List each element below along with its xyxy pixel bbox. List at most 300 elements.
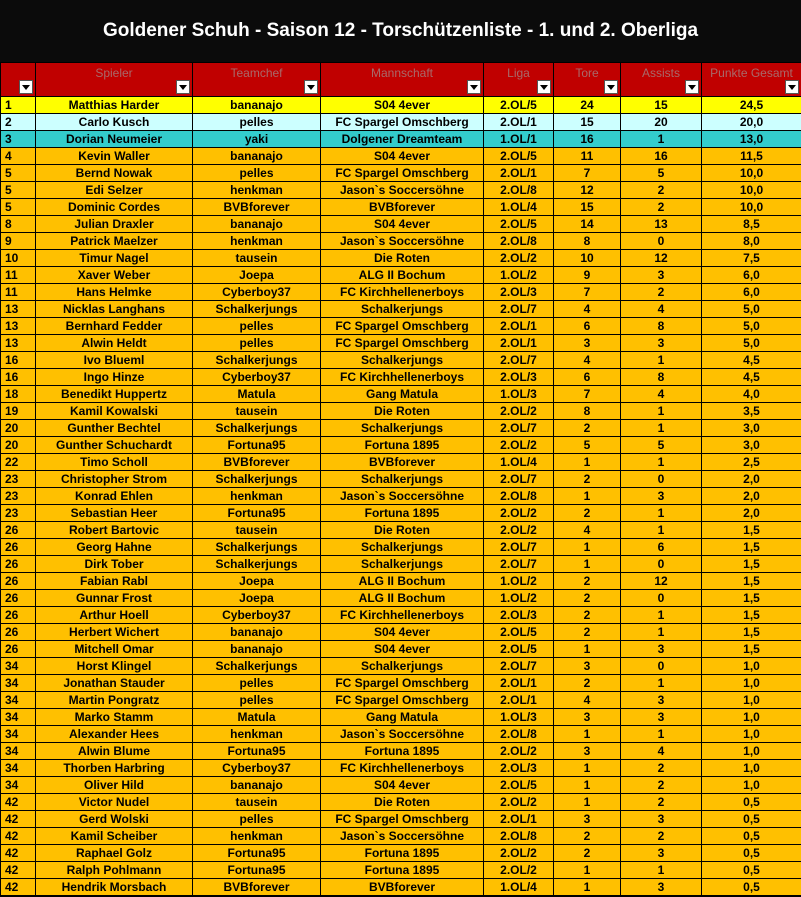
cell-points[interactable]: 4,5 <box>702 369 801 386</box>
cell-league[interactable]: 2.OL/3 <box>484 369 554 386</box>
cell-team[interactable]: FC Spargel Omschberg <box>321 811 484 828</box>
cell-player[interactable]: Alwin Heldt <box>36 335 193 352</box>
cell-goals[interactable]: 1 <box>554 794 621 811</box>
cell-teamchef[interactable]: tausein <box>193 250 321 267</box>
cell-team[interactable]: S04 4ever <box>321 777 484 794</box>
cell-goals[interactable]: 1 <box>554 862 621 879</box>
cell-teamchef[interactable]: pelles <box>193 335 321 352</box>
cell-league[interactable]: 2.OL/8 <box>484 488 554 505</box>
cell-player[interactable]: Gerd Wolski <box>36 811 193 828</box>
cell-rank[interactable]: 19 <box>1 403 36 420</box>
cell-points[interactable]: 10,0 <box>702 199 801 216</box>
cell-teamchef[interactable]: bananajo <box>193 777 321 794</box>
cell-assists[interactable]: 0 <box>621 233 702 250</box>
cell-points[interactable]: 1,0 <box>702 743 801 760</box>
cell-player[interactable]: Matthias Harder <box>36 97 193 114</box>
cell-team[interactable]: Jason`s Soccersöhne <box>321 488 484 505</box>
cell-teamchef[interactable]: pelles <box>193 692 321 709</box>
cell-teamchef[interactable]: tausein <box>193 403 321 420</box>
cell-player[interactable]: Timo Scholl <box>36 454 193 471</box>
cell-player[interactable]: Sebastian Heer <box>36 505 193 522</box>
cell-team[interactable]: Schalkerjungs <box>321 301 484 318</box>
cell-assists[interactable]: 8 <box>621 369 702 386</box>
cell-goals[interactable]: 4 <box>554 301 621 318</box>
cell-goals[interactable]: 8 <box>554 403 621 420</box>
cell-team[interactable]: Jason`s Soccersöhne <box>321 233 484 250</box>
cell-assists[interactable]: 3 <box>621 641 702 658</box>
cell-teamchef[interactable]: Cyberboy37 <box>193 369 321 386</box>
cell-player[interactable]: Hendrik Morsbach <box>36 879 193 896</box>
cell-team[interactable]: Schalkerjungs <box>321 471 484 488</box>
cell-team[interactable]: FC Spargel Omschberg <box>321 335 484 352</box>
cell-team[interactable]: ALG II Bochum <box>321 573 484 590</box>
filter-dropdown-icon[interactable] <box>604 80 618 94</box>
cell-assists[interactable]: 13 <box>621 216 702 233</box>
cell-assists[interactable]: 5 <box>621 437 702 454</box>
cell-points[interactable]: 8,0 <box>702 233 801 250</box>
cell-league[interactable]: 2.OL/1 <box>484 811 554 828</box>
cell-team[interactable]: Fortuna 1895 <box>321 743 484 760</box>
cell-team[interactable]: FC Kirchhellenerboys <box>321 369 484 386</box>
cell-goals[interactable]: 3 <box>554 709 621 726</box>
cell-league[interactable]: 1.OL/4 <box>484 879 554 896</box>
cell-rank[interactable]: 8 <box>1 216 36 233</box>
cell-league[interactable]: 2.OL/5 <box>484 777 554 794</box>
cell-league[interactable]: 2.OL/1 <box>484 318 554 335</box>
cell-teamchef[interactable]: Joepa <box>193 590 321 607</box>
cell-rank[interactable]: 42 <box>1 794 36 811</box>
cell-points[interactable]: 1,5 <box>702 641 801 658</box>
cell-points[interactable]: 5,0 <box>702 318 801 335</box>
cell-teamchef[interactable]: Cyberboy37 <box>193 607 321 624</box>
cell-points[interactable]: 1,0 <box>702 777 801 794</box>
cell-rank[interactable]: 34 <box>1 743 36 760</box>
filter-dropdown-icon[interactable] <box>537 80 551 94</box>
cell-teamchef[interactable]: bananajo <box>193 148 321 165</box>
cell-points[interactable]: 2,0 <box>702 505 801 522</box>
cell-rank[interactable]: 26 <box>1 590 36 607</box>
cell-goals[interactable]: 15 <box>554 199 621 216</box>
cell-rank[interactable]: 23 <box>1 488 36 505</box>
cell-assists[interactable]: 6 <box>621 539 702 556</box>
cell-goals[interactable]: 3 <box>554 658 621 675</box>
cell-team[interactable]: Schalkerjungs <box>321 556 484 573</box>
cell-rank[interactable]: 5 <box>1 165 36 182</box>
cell-goals[interactable]: 1 <box>554 641 621 658</box>
cell-league[interactable]: 2.OL/1 <box>484 675 554 692</box>
filter-dropdown-icon[interactable] <box>685 80 699 94</box>
cell-teamchef[interactable]: Fortuna95 <box>193 743 321 760</box>
cell-league[interactable]: 2.OL/3 <box>484 284 554 301</box>
cell-player[interactable]: Konrad Ehlen <box>36 488 193 505</box>
cell-player[interactable]: Kamil Scheiber <box>36 828 193 845</box>
cell-assists[interactable]: 2 <box>621 777 702 794</box>
cell-player[interactable]: Herbert Wichert <box>36 624 193 641</box>
cell-assists[interactable]: 3 <box>621 845 702 862</box>
cell-league[interactable]: 2.OL/2 <box>484 845 554 862</box>
cell-assists[interactable]: 1 <box>621 862 702 879</box>
cell-teamchef[interactable]: Joepa <box>193 267 321 284</box>
cell-goals[interactable]: 8 <box>554 233 621 250</box>
cell-team[interactable]: Die Roten <box>321 403 484 420</box>
cell-league[interactable]: 2.OL/8 <box>484 828 554 845</box>
cell-goals[interactable]: 4 <box>554 352 621 369</box>
cell-league[interactable]: 2.OL/7 <box>484 420 554 437</box>
cell-assists[interactable]: 3 <box>621 811 702 828</box>
cell-league[interactable]: 2.OL/8 <box>484 726 554 743</box>
cell-team[interactable]: ALG II Bochum <box>321 267 484 284</box>
cell-rank[interactable]: 26 <box>1 556 36 573</box>
cell-player[interactable]: Dominic Cordes <box>36 199 193 216</box>
cell-points[interactable]: 1,5 <box>702 624 801 641</box>
cell-player[interactable]: Marko Stamm <box>36 709 193 726</box>
cell-team[interactable]: S04 4ever <box>321 97 484 114</box>
cell-league[interactable]: 1.OL/2 <box>484 590 554 607</box>
cell-goals[interactable]: 1 <box>554 777 621 794</box>
cell-rank[interactable]: 10 <box>1 250 36 267</box>
cell-assists[interactable]: 3 <box>621 709 702 726</box>
cell-assists[interactable]: 1 <box>621 131 702 148</box>
cell-player[interactable]: Victor Nudel <box>36 794 193 811</box>
cell-league[interactable]: 2.OL/2 <box>484 505 554 522</box>
cell-league[interactable]: 2.OL/2 <box>484 437 554 454</box>
cell-points[interactable]: 3,0 <box>702 437 801 454</box>
cell-assists[interactable]: 1 <box>621 624 702 641</box>
cell-assists[interactable]: 1 <box>621 454 702 471</box>
cell-team[interactable]: Die Roten <box>321 522 484 539</box>
cell-points[interactable]: 1,5 <box>702 573 801 590</box>
cell-points[interactable]: 1,0 <box>702 726 801 743</box>
cell-player[interactable]: Thorben Harbring <box>36 760 193 777</box>
cell-player[interactable]: Kevin Waller <box>36 148 193 165</box>
cell-assists[interactable]: 1 <box>621 352 702 369</box>
cell-player[interactable]: Gunther Schuchardt <box>36 437 193 454</box>
cell-assists[interactable]: 3 <box>621 692 702 709</box>
cell-goals[interactable]: 2 <box>554 471 621 488</box>
cell-points[interactable]: 0,5 <box>702 845 801 862</box>
cell-rank[interactable]: 5 <box>1 182 36 199</box>
cell-player[interactable]: Dorian Neumeier <box>36 131 193 148</box>
cell-team[interactable]: BVBforever <box>321 879 484 896</box>
cell-goals[interactable]: 7 <box>554 284 621 301</box>
cell-rank[interactable]: 42 <box>1 862 36 879</box>
cell-league[interactable]: 2.OL/2 <box>484 862 554 879</box>
cell-teamchef[interactable]: pelles <box>193 675 321 692</box>
cell-league[interactable]: 1.OL/4 <box>484 454 554 471</box>
cell-assists[interactable]: 0 <box>621 471 702 488</box>
cell-goals[interactable]: 3 <box>554 335 621 352</box>
cell-rank[interactable]: 23 <box>1 471 36 488</box>
cell-rank[interactable]: 34 <box>1 760 36 777</box>
cell-points[interactable]: 1,0 <box>702 709 801 726</box>
cell-goals[interactable]: 1 <box>554 488 621 505</box>
cell-league[interactable]: 2.OL/3 <box>484 760 554 777</box>
cell-points[interactable]: 1,0 <box>702 760 801 777</box>
cell-teamchef[interactable]: bananajo <box>193 97 321 114</box>
cell-teamchef[interactable]: Fortuna95 <box>193 862 321 879</box>
cell-goals[interactable]: 15 <box>554 114 621 131</box>
cell-assists[interactable]: 3 <box>621 879 702 896</box>
cell-league[interactable]: 2.OL/1 <box>484 114 554 131</box>
cell-team[interactable]: BVBforever <box>321 454 484 471</box>
cell-goals[interactable]: 2 <box>554 675 621 692</box>
cell-league[interactable]: 2.OL/5 <box>484 148 554 165</box>
cell-points[interactable]: 1,5 <box>702 522 801 539</box>
cell-goals[interactable]: 12 <box>554 182 621 199</box>
cell-goals[interactable]: 10 <box>554 250 621 267</box>
cell-team[interactable]: Schalkerjungs <box>321 352 484 369</box>
cell-team[interactable]: Die Roten <box>321 794 484 811</box>
cell-team[interactable]: FC Spargel Omschberg <box>321 165 484 182</box>
cell-player[interactable]: Alexander Hees <box>36 726 193 743</box>
cell-team[interactable]: Fortuna 1895 <box>321 437 484 454</box>
cell-teamchef[interactable]: bananajo <box>193 641 321 658</box>
cell-player[interactable]: Benedikt Huppertz <box>36 386 193 403</box>
cell-goals[interactable]: 1 <box>554 539 621 556</box>
cell-points[interactable]: 0,5 <box>702 862 801 879</box>
cell-assists[interactable]: 2 <box>621 182 702 199</box>
cell-goals[interactable]: 1 <box>554 726 621 743</box>
cell-goals[interactable]: 24 <box>554 97 621 114</box>
cell-league[interactable]: 2.OL/1 <box>484 165 554 182</box>
cell-goals[interactable]: 5 <box>554 437 621 454</box>
cell-player[interactable]: Ivo Blueml <box>36 352 193 369</box>
cell-rank[interactable]: 34 <box>1 675 36 692</box>
cell-player[interactable]: Kamil Kowalski <box>36 403 193 420</box>
cell-league[interactable]: 2.OL/1 <box>484 692 554 709</box>
cell-rank[interactable]: 20 <box>1 437 36 454</box>
filter-dropdown-icon[interactable] <box>176 80 190 94</box>
cell-rank[interactable]: 26 <box>1 641 36 658</box>
cell-points[interactable]: 1,5 <box>702 556 801 573</box>
cell-team[interactable]: FC Kirchhellenerboys <box>321 760 484 777</box>
cell-player[interactable]: Gunnar Frost <box>36 590 193 607</box>
cell-assists[interactable]: 2 <box>621 284 702 301</box>
cell-rank[interactable]: 34 <box>1 726 36 743</box>
cell-assists[interactable]: 1 <box>621 726 702 743</box>
cell-rank[interactable]: 26 <box>1 573 36 590</box>
cell-league[interactable]: 2.OL/7 <box>484 539 554 556</box>
cell-rank[interactable]: 3 <box>1 131 36 148</box>
cell-league[interactable]: 1.OL/2 <box>484 573 554 590</box>
cell-assists[interactable]: 16 <box>621 148 702 165</box>
cell-assists[interactable]: 12 <box>621 250 702 267</box>
cell-teamchef[interactable]: Matula <box>193 709 321 726</box>
filter-dropdown-icon[interactable] <box>19 80 33 94</box>
cell-league[interactable]: 2.OL/7 <box>484 658 554 675</box>
cell-goals[interactable]: 6 <box>554 369 621 386</box>
cell-assists[interactable]: 12 <box>621 573 702 590</box>
cell-rank[interactable]: 34 <box>1 709 36 726</box>
cell-goals[interactable]: 2 <box>554 420 621 437</box>
cell-team[interactable]: ALG II Bochum <box>321 590 484 607</box>
cell-league[interactable]: 2.OL/8 <box>484 233 554 250</box>
cell-teamchef[interactable]: BVBforever <box>193 454 321 471</box>
cell-goals[interactable]: 2 <box>554 573 621 590</box>
cell-goals[interactable]: 6 <box>554 318 621 335</box>
cell-teamchef[interactable]: Joepa <box>193 573 321 590</box>
cell-teamchef[interactable]: Schalkerjungs <box>193 352 321 369</box>
cell-team[interactable]: Schalkerjungs <box>321 539 484 556</box>
cell-assists[interactable]: 0 <box>621 658 702 675</box>
cell-player[interactable]: Jonathan Stauder <box>36 675 193 692</box>
cell-player[interactable]: Christopher Strom <box>36 471 193 488</box>
cell-assists[interactable]: 1 <box>621 505 702 522</box>
cell-teamchef[interactable]: Cyberboy37 <box>193 760 321 777</box>
cell-rank[interactable]: 42 <box>1 879 36 896</box>
cell-points[interactable]: 4,5 <box>702 352 801 369</box>
cell-rank[interactable]: 20 <box>1 420 36 437</box>
cell-teamchef[interactable]: Schalkerjungs <box>193 301 321 318</box>
cell-rank[interactable]: 9 <box>1 233 36 250</box>
cell-points[interactable]: 0,5 <box>702 828 801 845</box>
cell-player[interactable]: Dirk Tober <box>36 556 193 573</box>
cell-goals[interactable]: 1 <box>554 454 621 471</box>
cell-points[interactable]: 10,0 <box>702 165 801 182</box>
cell-goals[interactable]: 3 <box>554 811 621 828</box>
cell-team[interactable]: FC Kirchhellenerboys <box>321 607 484 624</box>
cell-league[interactable]: 2.OL/7 <box>484 301 554 318</box>
cell-points[interactable]: 8,5 <box>702 216 801 233</box>
cell-assists[interactable]: 4 <box>621 743 702 760</box>
cell-points[interactable]: 1,0 <box>702 692 801 709</box>
cell-assists[interactable]: 4 <box>621 301 702 318</box>
cell-goals[interactable]: 11 <box>554 148 621 165</box>
cell-goals[interactable]: 2 <box>554 505 621 522</box>
cell-league[interactable]: 1.OL/3 <box>484 386 554 403</box>
cell-points[interactable]: 13,0 <box>702 131 801 148</box>
cell-league[interactable]: 2.OL/7 <box>484 352 554 369</box>
cell-goals[interactable]: 16 <box>554 131 621 148</box>
cell-assists[interactable]: 2 <box>621 794 702 811</box>
cell-player[interactable]: Georg Hahne <box>36 539 193 556</box>
cell-points[interactable]: 2,0 <box>702 471 801 488</box>
cell-goals[interactable]: 1 <box>554 556 621 573</box>
filter-dropdown-icon[interactable] <box>304 80 318 94</box>
cell-assists[interactable]: 0 <box>621 556 702 573</box>
cell-teamchef[interactable]: henkman <box>193 828 321 845</box>
cell-team[interactable]: Jason`s Soccersöhne <box>321 182 484 199</box>
cell-player[interactable]: Edi Selzer <box>36 182 193 199</box>
cell-assists[interactable]: 3 <box>621 267 702 284</box>
cell-league[interactable]: 2.OL/2 <box>484 794 554 811</box>
cell-assists[interactable]: 2 <box>621 828 702 845</box>
cell-teamchef[interactable]: henkman <box>193 488 321 505</box>
cell-points[interactable]: 2,0 <box>702 488 801 505</box>
cell-rank[interactable]: 2 <box>1 114 36 131</box>
cell-rank[interactable]: 34 <box>1 692 36 709</box>
cell-league[interactable]: 2.OL/5 <box>484 641 554 658</box>
cell-teamchef[interactable]: pelles <box>193 811 321 828</box>
cell-points[interactable]: 1,0 <box>702 675 801 692</box>
cell-player[interactable]: Robert Bartovic <box>36 522 193 539</box>
cell-player[interactable]: Timur Nagel <box>36 250 193 267</box>
cell-team[interactable]: FC Kirchhellenerboys <box>321 284 484 301</box>
cell-team[interactable]: Fortuna 1895 <box>321 505 484 522</box>
cell-team[interactable]: FC Spargel Omschberg <box>321 114 484 131</box>
cell-league[interactable]: 2.OL/2 <box>484 522 554 539</box>
cell-goals[interactable]: 2 <box>554 590 621 607</box>
cell-goals[interactable]: 7 <box>554 386 621 403</box>
cell-rank[interactable]: 13 <box>1 301 36 318</box>
cell-goals[interactable]: 2 <box>554 607 621 624</box>
cell-teamchef[interactable]: tausein <box>193 794 321 811</box>
cell-points[interactable]: 0,5 <box>702 811 801 828</box>
cell-teamchef[interactable]: henkman <box>193 233 321 250</box>
cell-rank[interactable]: 34 <box>1 777 36 794</box>
cell-goals[interactable]: 2 <box>554 828 621 845</box>
cell-rank[interactable]: 26 <box>1 539 36 556</box>
cell-points[interactable]: 20,0 <box>702 114 801 131</box>
cell-rank[interactable]: 18 <box>1 386 36 403</box>
cell-teamchef[interactable]: tausein <box>193 522 321 539</box>
cell-goals[interactable]: 2 <box>554 624 621 641</box>
cell-teamchef[interactable]: henkman <box>193 182 321 199</box>
cell-rank[interactable]: 22 <box>1 454 36 471</box>
cell-player[interactable]: Mitchell Omar <box>36 641 193 658</box>
cell-assists[interactable]: 5 <box>621 165 702 182</box>
cell-team[interactable]: Fortuna 1895 <box>321 845 484 862</box>
cell-goals[interactable]: 1 <box>554 879 621 896</box>
cell-league[interactable]: 2.OL/8 <box>484 182 554 199</box>
cell-player[interactable]: Fabian Rabl <box>36 573 193 590</box>
cell-points[interactable]: 7,5 <box>702 250 801 267</box>
cell-league[interactable]: 2.OL/5 <box>484 97 554 114</box>
cell-player[interactable]: Xaver Weber <box>36 267 193 284</box>
cell-team[interactable]: S04 4ever <box>321 148 484 165</box>
cell-assists[interactable]: 1 <box>621 420 702 437</box>
cell-team[interactable]: Dolgener Dreamteam <box>321 131 484 148</box>
cell-goals[interactable]: 3 <box>554 743 621 760</box>
cell-player[interactable]: Bernhard Fedder <box>36 318 193 335</box>
cell-teamchef[interactable]: Matula <box>193 386 321 403</box>
cell-points[interactable]: 2,5 <box>702 454 801 471</box>
cell-rank[interactable]: 34 <box>1 658 36 675</box>
cell-goals[interactable]: 7 <box>554 165 621 182</box>
cell-teamchef[interactable]: pelles <box>193 114 321 131</box>
cell-team[interactable]: Jason`s Soccersöhne <box>321 726 484 743</box>
cell-rank[interactable]: 13 <box>1 318 36 335</box>
cell-assists[interactable]: 20 <box>621 114 702 131</box>
cell-rank[interactable]: 13 <box>1 335 36 352</box>
cell-league[interactable]: 2.OL/2 <box>484 403 554 420</box>
cell-teamchef[interactable]: Schalkerjungs <box>193 420 321 437</box>
cell-assists[interactable]: 0 <box>621 590 702 607</box>
cell-goals[interactable]: 2 <box>554 845 621 862</box>
cell-player[interactable]: Oliver Hild <box>36 777 193 794</box>
cell-league[interactable]: 1.OL/4 <box>484 199 554 216</box>
cell-rank[interactable]: 11 <box>1 284 36 301</box>
cell-player[interactable]: Hans Helmke <box>36 284 193 301</box>
cell-points[interactable]: 11,5 <box>702 148 801 165</box>
cell-team[interactable]: S04 4ever <box>321 624 484 641</box>
cell-team[interactable]: Schalkerjungs <box>321 420 484 437</box>
cell-points[interactable]: 4,0 <box>702 386 801 403</box>
cell-points[interactable]: 5,0 <box>702 335 801 352</box>
cell-league[interactable]: 2.OL/2 <box>484 743 554 760</box>
cell-player[interactable]: Julian Draxler <box>36 216 193 233</box>
cell-teamchef[interactable]: Schalkerjungs <box>193 471 321 488</box>
cell-assists[interactable]: 3 <box>621 335 702 352</box>
cell-teamchef[interactable]: pelles <box>193 165 321 182</box>
cell-team[interactable]: BVBforever <box>321 199 484 216</box>
cell-player[interactable]: Bernd Nowak <box>36 165 193 182</box>
cell-goals[interactable]: 4 <box>554 692 621 709</box>
cell-rank[interactable]: 11 <box>1 267 36 284</box>
cell-points[interactable]: 1,0 <box>702 658 801 675</box>
cell-teamchef[interactable]: Schalkerjungs <box>193 658 321 675</box>
cell-points[interactable]: 6,0 <box>702 284 801 301</box>
